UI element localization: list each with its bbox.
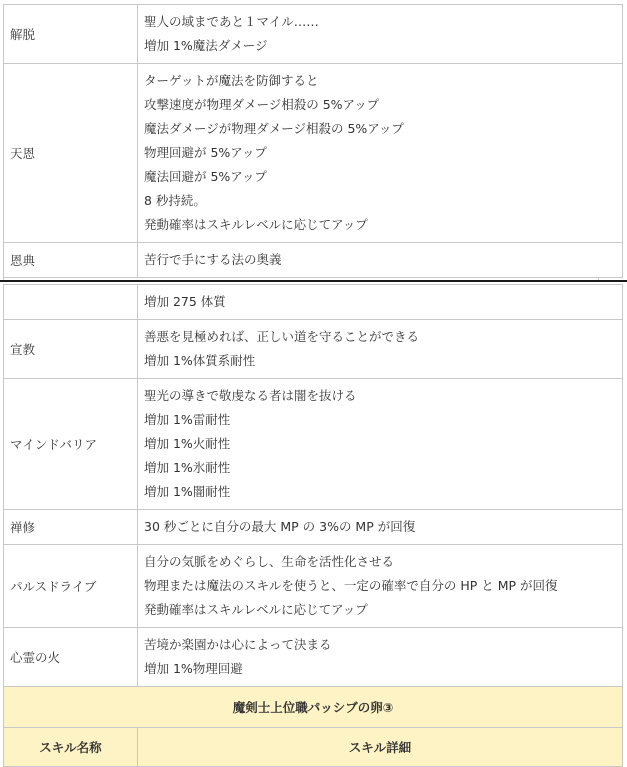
skill-table-bottom	[3, 284, 623, 767]
skill-detail-line: 発動確率はスキルレベルに応じてアップ	[144, 602, 368, 617]
skill-detail-line: 増加 1%雷耐性	[144, 412, 231, 427]
skill-detail	[138, 545, 623, 628]
skill-name	[4, 285, 138, 320]
skill-row	[4, 628, 623, 687]
skill-detail	[138, 320, 623, 379]
skill-detail-line: 物理回避が 5%アップ	[144, 145, 267, 160]
skill-name: 恩典	[4, 243, 138, 278]
skill-detail-line: 聖人の域まであと１マイル……	[144, 14, 319, 29]
skill-name: 宣教	[4, 320, 138, 379]
skill-name: パルスドライブ	[4, 545, 138, 628]
skill-detail-line: 自分の気脈をめぐらし、生命を活性化させる	[144, 554, 395, 569]
skill-detail	[138, 510, 623, 545]
skill-row	[4, 5, 623, 64]
skill-detail-line: 増加 1%物理回避	[144, 661, 243, 676]
skill-detail	[138, 628, 623, 687]
egg-header-row	[4, 687, 623, 728]
skill-table-top	[3, 4, 623, 278]
skill-name: 心霊の火	[4, 628, 138, 687]
skill-detail	[138, 64, 623, 243]
skill-detail-line: 苦行で手にする法の奥義	[144, 252, 282, 267]
column-header-detail: スキル詳細	[138, 728, 623, 767]
skill-detail-line: 30 秒ごとに自分の最大 MP の 3%の MP が回復	[144, 519, 416, 534]
skill-row	[4, 320, 623, 379]
skill-detail-line: 魔法ダメージが物理ダメージ相殺の 5%アップ	[144, 121, 404, 136]
skill-detail-line: 聖光の導きで敬虔なる者は闇を抜ける	[144, 388, 357, 403]
skill-detail	[138, 285, 623, 320]
skill-detail-line: 増加 1%闇耐性	[144, 484, 231, 499]
skill-detail-line: 善悪を見極めれば、正しい道を守ることができる	[144, 329, 420, 344]
skill-detail-line: 増加 275 体質	[144, 294, 226, 309]
skill-detail-line: 増加 1%体質系耐性	[144, 353, 256, 368]
skill-detail-line: 魔法回避が 5%アップ	[144, 169, 267, 184]
skill-detail	[138, 243, 623, 278]
skill-row	[4, 285, 623, 320]
skill-detail-line: 発動確率はスキルレベルに応じてアップ	[144, 217, 368, 232]
skill-row	[4, 545, 623, 628]
skill-detail-line: 増加 1%火耐性	[144, 436, 231, 451]
skill-row	[4, 243, 623, 278]
skill-detail-line: 増加 1%氷耐性	[144, 460, 231, 475]
section-divider	[0, 280, 627, 282]
skill-detail-line: 物理または魔法のスキルを使うと、一定の確率で自分の HP と MP が回復	[144, 578, 558, 593]
egg-header: 魔剣士上位職パッシブの卵③	[4, 687, 623, 728]
column-header-name: スキル名称	[4, 728, 138, 767]
skill-detail-line: ターゲットが魔法を防御すると	[144, 73, 319, 88]
column-header-row	[4, 728, 623, 767]
skill-detail-line: 増加 1%魔法ダメージ	[144, 38, 268, 53]
skill-detail	[138, 379, 623, 510]
skill-row	[4, 510, 623, 545]
skill-name: 解脱	[4, 5, 138, 64]
skill-detail	[138, 5, 623, 64]
skill-name: 天恩	[4, 64, 138, 243]
skill-name: マインドバリア	[4, 379, 138, 510]
skill-row	[4, 379, 623, 510]
skill-detail-line: 8 秒持続。	[144, 193, 206, 208]
skill-row	[4, 64, 623, 243]
skill-detail-line: 攻撃速度が物理ダメージ相殺の 5%アップ	[144, 97, 380, 112]
skill-detail-line: 苦境か楽園かは心によって決まる	[144, 637, 332, 652]
skill-name: 禅修	[4, 510, 138, 545]
